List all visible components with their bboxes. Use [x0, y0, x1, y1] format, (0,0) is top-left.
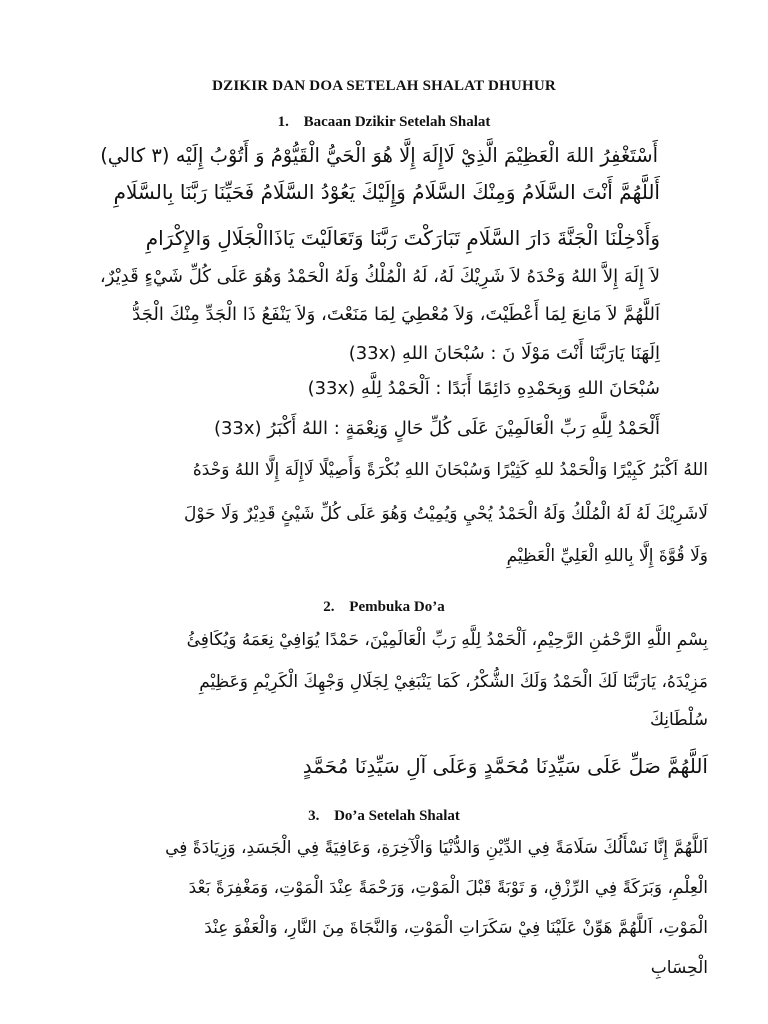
doa-line-4: الْحِسَابِ: [650, 958, 708, 978]
dzikir-line-5: اَللَّهُمَّ لاَ مَانِعَ لِمَا أَعْطَيْتَ، وَلاَ مُعْطِيَ لِمَا مَنَعْتَ، وَلاَ يَنْفَعُ ذَا الْجَدِّ مِنْكَ الْجَدُّ: [132, 304, 660, 325]
section-2-heading: [0, 599, 768, 616]
dzikir-line-4: لاَ إِلَهَ إِلاَّ اللهُ وَحْدَهُ لاَ شَرِيْكَ لَهُ، لَهُ الْمُلْكُ وَلَهُ الْحَمْدُ وَهُوَ عَلَى كُلِّ شَيْءٍ قَدِيْرٌ،: [99, 266, 660, 287]
dzikir-line-1: أَسْتَغْفِرُ اللهَ الْعَظِيْمَ الَّذِيْ لَاإِلَهَ إِلَّا هُوَ الْحَيُّ الْقَيُّوْمُ وَ أَتُوْبُ إِلَيْه (٣ كالي): [100, 144, 658, 167]
doa-line-1: اَللَّهُمَّ إِنَّا نَسْأَلُكَ سَلَامَةً فِي الدِّيْنِ وَالدُّنْيَا وَالْآخِرَةِ، وَعَافِيَةً فِي الْجَسَدِ، وَزِيَادَةً فِي: [165, 838, 708, 858]
doa-line-2: الْعِلْمِ، وَبَرَكَةً فِي الرِّزْقِ، وَ تَوْبَةً قَبْلَ الْمَوْتِ، وَرَحْمَةً عِنْدَ الْمَوْتِ، وَمَغْفِرَةً بَعْدَ: [188, 878, 708, 898]
dzikir-line-2: أَللَّهُمَّ أَنْتَ السَّلَامُ وَمِنْكَ السَّلَامُ وَإِلَيْكَ يَعُوْدُ السَّلَامُ فَحَيِّنَا رَبَّنَا بِالسَّلَامِ: [113, 180, 660, 204]
section-2-title: Pembuka Do’a: [349, 599, 445, 615]
section-3-heading: [0, 808, 768, 825]
section-1-heading: [0, 114, 768, 131]
section-2-number: 2.: [323, 599, 335, 615]
dzikir-line-3: وَأَدْخِلْنَا الْجَنَّةَ دَارَ السَّلَامِ تَبَارَكْتَ رَبَّنَا وَتَعَالَيْتَ يَاذَاالْجَلَالِ وَالإِكْرَامِ: [145, 226, 660, 250]
pembuka-line-1: بِسْمِ اللَّهِ الرَّحْمَٰنِ الرَّحِيْمِ، اَلْحَمْدُ لِلَّهِ رَبِّ الْعَالَمِيْنَ، حَمْدًا يُوَافِيْ نِعَمَهُ وَيُكَافِئُ: [186, 630, 708, 650]
dzikir-line-6: اِلَهَنَا يَارَبَّنَا أَنْتَ مَوْلَا نَ : سُبْحَانَ اللهِ (33x): [348, 343, 660, 364]
dzikir-line-9: اللهُ اَكْبَرُ كَبِيْرًا وَالْحَمْدُ للهِ كَثِيْرًا وَسُبْحَانَ اللهِ بُكْرَةً وَأَصِيْلًا لَاإِلَهَ إِلَّا اللهُ وَحْدَهُ: [192, 460, 708, 480]
section-3-title: Do’a Setelah Shalat: [334, 808, 460, 824]
pembuka-line-2: مَزِيْدَهُ، يَارَبَّنَا لَكَ الْحَمْدُ وَلَكَ الشُّكْرُ، كَمَا يَنْبَغِيْ لِجَلَالِ وَجْهِكَ الْكَرِيْمِ وَعَظِيْمِ: [199, 672, 708, 692]
dzikir-line-11: وَلَا قُوَّةَ إِلَّا بِاللهِ الْعَلِيِّ الْعَظِيْمِ: [506, 546, 708, 566]
section-3-number: 3.: [308, 808, 320, 824]
dzikir-line-7: سُبْحَانَ اللهِ وَبِحَمْدِهِ دَائِمًا أَبَدًا : اَلْحَمْدُ لِلَّهِ (33x): [307, 378, 660, 399]
section-1-number: 1.: [277, 114, 289, 130]
shalawat-line: اَللَّهُمَّ صَلِّ عَلَى سَيِّدِنَا مُحَمَّدٍ وَعَلَى آلِ سَيِّدِنَا مُحَمَّدٍ: [302, 754, 708, 778]
section-1-title: Bacaan Dzikir Setelah Shalat: [303, 114, 491, 130]
dzikir-line-8: أَلْحَمْدُ لِلَّهِ رَبِّ الْعَالَمِيْنَ عَلَى كُلِّ حَالٍ وَنِعْمَةٍ : اللهُ أَكْبَرُ (33x): [213, 418, 660, 439]
doa-line-3: الْمَوْتِ، اَللَّهُمَّ هَوِّنْ عَلَيْنَا فِيْ سَكَرَاتِ الْمَوْتِ، وَالنَّجَاةَ مِنَ النَّارِ، وَالْعَفْوَ عِنْدَ: [204, 918, 708, 938]
document-title: DZIKIR DAN DOA SETELAH SHALAT DHUHUR: [212, 78, 556, 94]
dzikir-line-10: لَاشَرِيْكَ لَهُ لَهُ الْمُلْكُ وَلَهُ الْحَمْدُ يُحْيِ وَيُمِيْتُ وَهُوَ عَلَى كُلِّ شَيْئٍ قَدِيْرٌ وَلَا حَوْلَ: [183, 504, 708, 524]
pembuka-line-3: سُلْطَانِكَ: [649, 710, 708, 730]
